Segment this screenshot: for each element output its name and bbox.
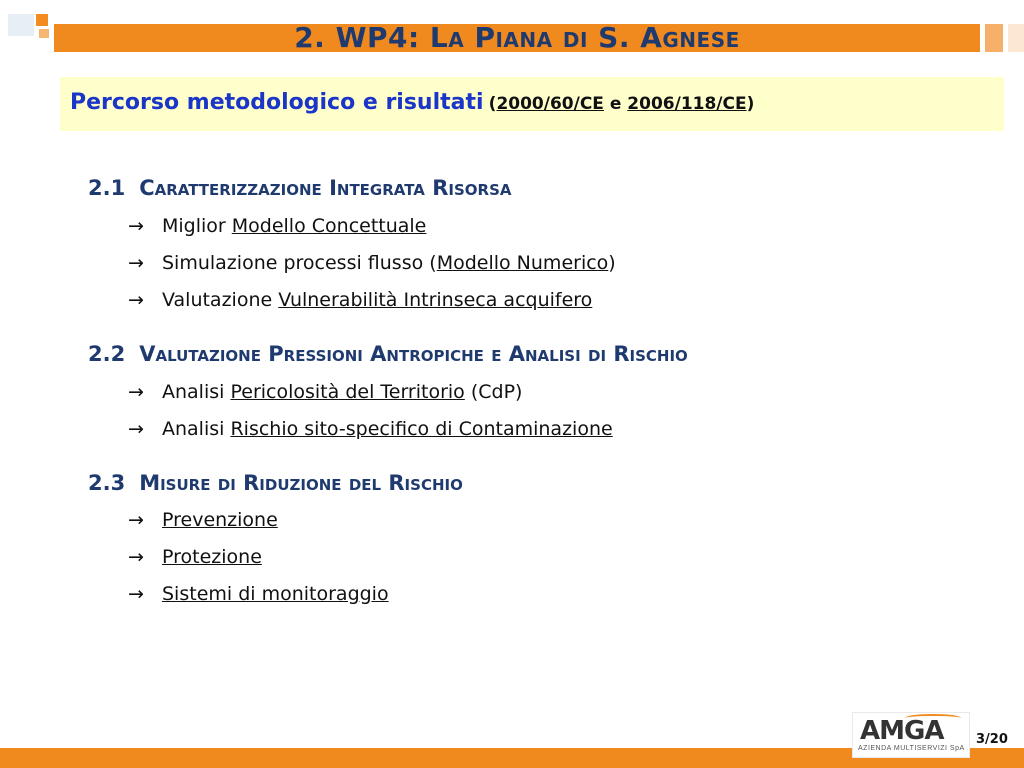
directive-link-2000-60[interactable]: 2000/60/CE — [496, 94, 604, 114]
section-title: Valutazione Pressioni Antropiche e Analisi di Rischio — [139, 342, 688, 366]
item-link[interactable]: Modello Concettuale — [231, 215, 427, 237]
item-link[interactable]: Rischio sito-specifico di Contaminazione — [230, 418, 613, 440]
list-item — [128, 252, 616, 274]
arrow-right-icon: → — [128, 289, 144, 311]
arrow-right-icon: → — [128, 546, 144, 568]
item-prefix: Analisi — [162, 381, 231, 403]
list-item — [128, 418, 613, 440]
arrow-right-icon: → — [128, 509, 144, 531]
section-title: Caratterizzazione Integrata Risorsa — [139, 176, 512, 200]
section-number: 2.2 — [88, 342, 126, 366]
page-number: 3/20 — [976, 732, 1008, 747]
item-link[interactable]: Modello Numerico — [436, 252, 609, 274]
item-prefix: Miglior — [162, 215, 232, 237]
decor-square-orange — [36, 14, 48, 26]
item-link[interactable]: Prevenzione — [162, 509, 278, 531]
decor-square-peach — [39, 29, 49, 38]
list-item — [128, 381, 522, 403]
item-suffix: (CdP) — [464, 381, 523, 403]
section-heading-2-2 — [88, 342, 688, 366]
item-link[interactable]: Vulnerabilità Intrinseca acquifero — [278, 289, 593, 311]
subtitle-connector: e — [603, 94, 628, 114]
item-prefix: Simulazione processi flusso ( — [162, 252, 437, 274]
list-item — [128, 583, 389, 605]
item-prefix: Analisi — [162, 418, 231, 440]
list-item — [128, 215, 426, 237]
arrow-right-icon: → — [128, 583, 144, 605]
arrow-right-icon: → — [128, 418, 144, 440]
list-item — [128, 289, 592, 311]
list-item — [128, 546, 262, 568]
logo-text: AMGA — [860, 716, 944, 746]
item-prefix: Valutazione — [162, 289, 279, 311]
directive-link-2006-118[interactable]: 2006/118/CE — [627, 94, 747, 114]
decor-block-far-right — [1008, 24, 1024, 52]
logo-subtext: AZIENDA MULTISERVIZI SpA — [858, 745, 965, 752]
decor-block-right — [985, 24, 1003, 52]
item-suffix: ) — [608, 252, 616, 274]
page-title: 2. WP4: La Piana di S. Agnese — [294, 21, 740, 54]
section-heading-2-3 — [88, 471, 463, 495]
subtitle — [70, 90, 754, 115]
section-number: 2.3 — [88, 471, 126, 495]
section-heading-2-1 — [88, 176, 512, 200]
section-title: Misure di Riduzione del Rischio — [139, 471, 463, 495]
decor-square-light — [8, 14, 34, 36]
arrow-right-icon: → — [128, 381, 144, 403]
section-number: 2.1 — [88, 176, 126, 200]
subtitle-open-paren: ( — [488, 94, 497, 114]
list-item — [128, 509, 278, 531]
item-link[interactable]: Sistemi di monitoraggio — [162, 583, 389, 605]
subtitle-close-paren: ) — [746, 94, 755, 114]
subtitle-main: Percorso metodologico e risultati — [70, 90, 484, 115]
item-link[interactable]: Pericolosità del Territorio — [230, 381, 465, 403]
arrow-right-icon: → — [128, 252, 144, 274]
arrow-right-icon: → — [128, 215, 144, 237]
item-link[interactable]: Protezione — [162, 546, 262, 568]
